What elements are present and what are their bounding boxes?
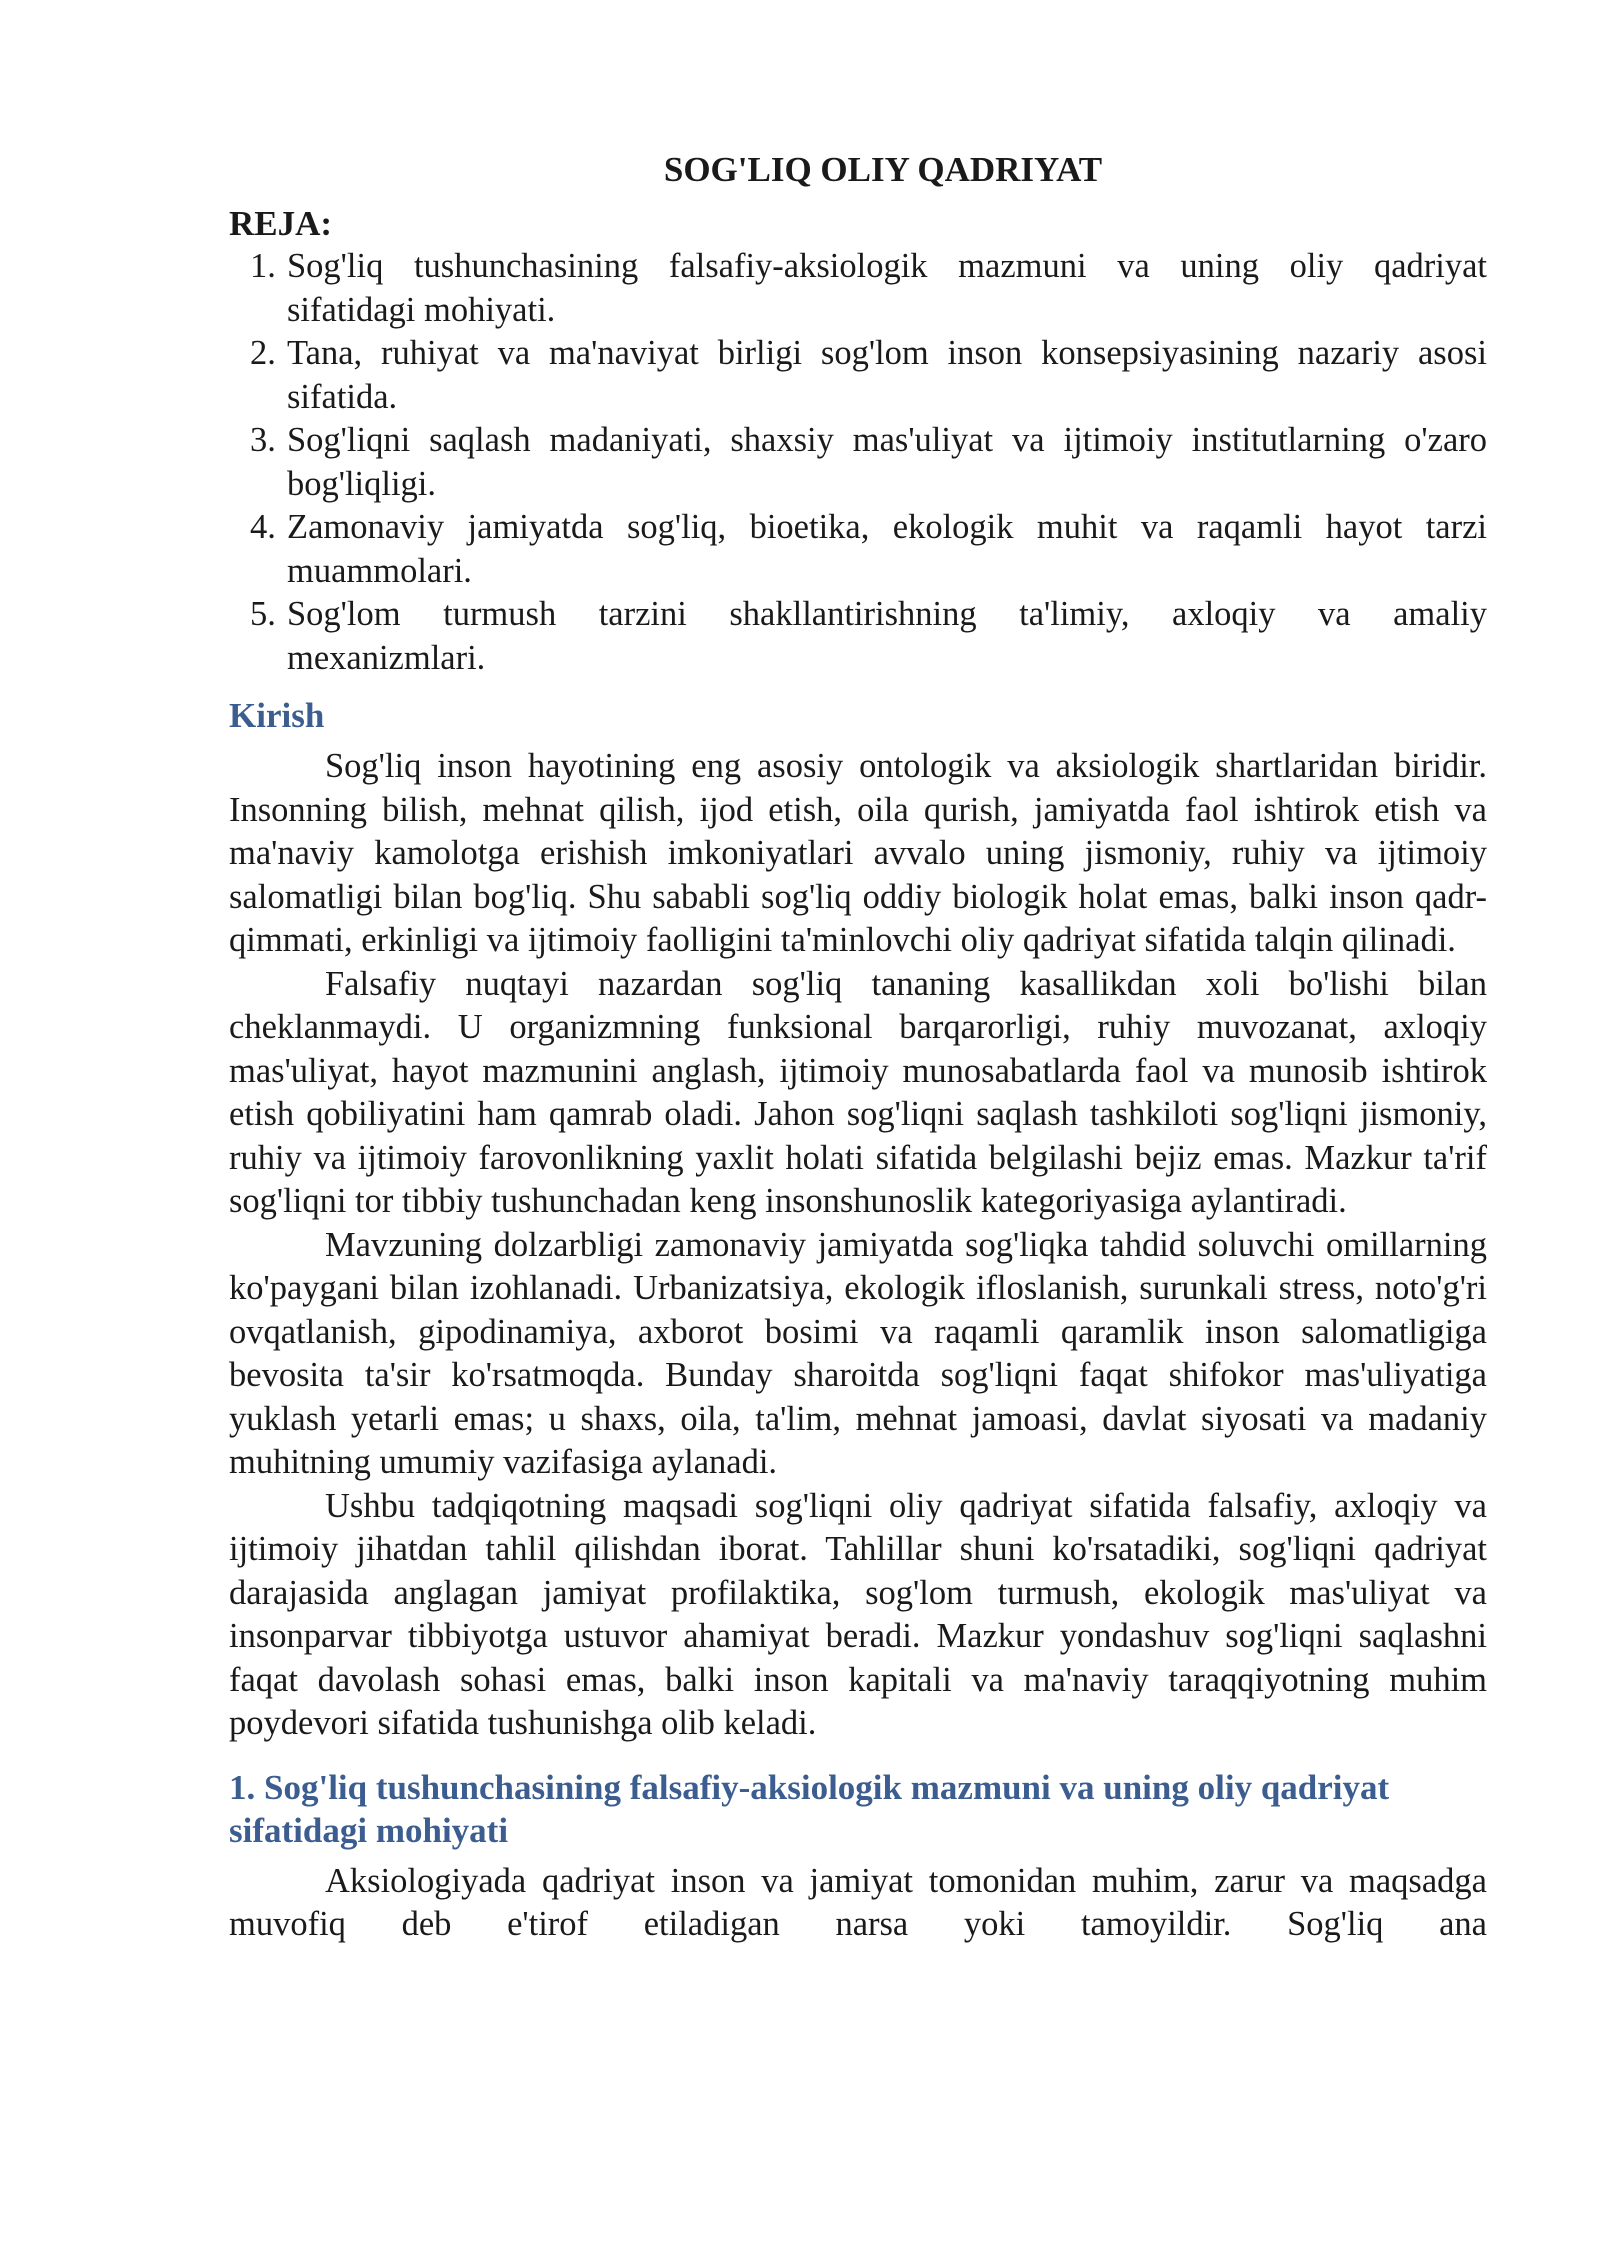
plan-item-4	[229, 506, 1487, 593]
plan-item-line	[250, 332, 1487, 376]
intro-heading: Kirish	[229, 696, 325, 735]
plan-item-line	[250, 506, 1487, 550]
intro-paragraph-3: Mavzuning dolzarbligi zamonaviy jamiyatda sog'liqka tahdid soluvchi omillarning ko'paygani bilan izohlanadi. Urbanizatsiya, ekologik ifloslanish, surunkali stress, noto'g'ri ovqatlanish, gipodinamiya, axborot bosimi va raqamli qaramlik inson salomatligiga bevosita ta'sir ko'rsatmoqda. Bunday sharoitda sog'liqni faqat shifokor mas'uliyatiga yuklash yetarli emas; u shaxs, oila, ta'lim, mehnat jamoasi, davlat siyosati va madaniy muhitning umumiy vazifasiga aylanadi.	[229, 1225, 1487, 1481]
plan-item-continuation: mexanizmlari.	[287, 638, 486, 677]
plan-item-continuation: sifatida.	[287, 377, 398, 416]
plan-item-3	[229, 419, 1487, 506]
section-1-paragraph: Aksiologiyada qadriyat inson va jamiyat tomonidan muhim, zarur va maqsadga muvofiq deb e'tirof etiladigan narsa yoki tamoyildir. Sog'liq ana	[229, 1861, 1487, 1943]
plan-item-text: Zamonaviy jamiyatda sog'liq, bioetika, ekologik muhit va raqamli hayot tarzi	[287, 508, 1487, 546]
intro-paragraph-4: Ushbu tadqiqotning maqsadi sog'liqni oliy qadriyat sifatida falsafiy, axloqiy va ijtimoiy jihatdan tahlil qilishdan iborat. Tahlillar shuni ko'rsatadiki, sog'liqni qadriyat darajasida anglagan jamiyat profilaktika, sog'lom turmush, ekologik mas'uliyat va insonparvar tibbiyotga ustuvor ahamiyat beradi. Mazkur yondashuv sog'liqni saqlashni faqat davolash sohasi emas, balki inson kapitali va ma'naviy taraqqiyotning muhim poydevori sifatida tushunishga olib keladi.	[229, 1486, 1487, 1742]
plan-item-line	[250, 245, 1487, 289]
plan-item-number: 1.	[250, 247, 276, 285]
document-page	[229, 148, 1487, 1947]
plan-item-number: 3.	[250, 421, 276, 459]
plan-item-1	[229, 245, 1487, 332]
intro-paragraph-2: Falsafiy nuqtayi nazardan sog'liq tananing kasallikdan xoli bo'lishi bilan cheklanmaydi. U organizmning funksional barqarorligi, ruhiy muvozanat, axloqiy mas'uliyat, hayot mazmunini anglash, ijtimoiy munosabatlarda faol va munosib ishtirok etish qobiliyatini ham qamrab oladi. Jahon sog'liqni saqlash tashkiloti sog'liqni jismoniy, ruhiy va ijtimoiy farovonlikning yaxlit holati sifatida belgilashi bejiz emas. Mazkur ta'rif sog'liqni tor tibbiy tushunchadan keng insonshunoslik kategoriyasiga aylantiradi.	[229, 964, 1487, 1220]
plan-item-number: 5.	[250, 595, 276, 633]
document-title: SOG'LIQ OLIY QADRIYAT	[663, 150, 1103, 189]
plan-item-number: 4.	[250, 508, 276, 546]
plan-item-text: Sog'lom turmush tarzini shakllantirishning ta'limiy, axloqiy va amaliy	[287, 595, 1487, 633]
plan-item-continuation: sifatidagi mohiyati.	[287, 290, 556, 329]
plan-item-text: Sog'liqni saqlash madaniyati, shaxsiy mas'uliyat va ijtimoiy institutlarning o'zaro	[287, 421, 1487, 459]
plan-item-text: Sog'liq tushunchasining falsafiy-aksiologik mazmuni va uning oliy qadriyat	[287, 247, 1487, 285]
plan-item-continuation: bog'liqligi.	[287, 464, 437, 503]
plan-item-5	[229, 593, 1487, 680]
plan-item-line	[250, 593, 1487, 637]
plan-item-2	[229, 332, 1487, 419]
plan-item-number: 2.	[250, 334, 276, 372]
plan-list	[229, 245, 1487, 680]
section-1-heading: 1. Sog'liq tushunchasining falsafiy-aksiologik mazmuni va uning oliy qadriyat sifatidagi mohiyati	[229, 1767, 1390, 1850]
plan-heading: REJA:	[229, 204, 333, 243]
plan-item-continuation: muammolari.	[287, 551, 472, 590]
intro-paragraph-1: Sog'liq inson hayotining eng asosiy ontologik va aksiologik shartlaridan biridir. Insonning bilish, mehnat qilish, ijod etish, oila qurish, jamiyatda faol ishtirok etish va ma'naviy kamolotga erishish imkoniyatlari avvalo uning jismoniy, ruhiy va ijtimoiy salomatligi bilan bog'liq. Shu sababli sog'liq oddiy biologik holat emas, balki inson qadr-qimmati, erkinligi va ijtimoiy faolligini ta'minlovchi oliy qadriyat sifatida talqin qilinadi.	[229, 747, 1487, 959]
plan-item-text: Tana, ruhiyat va ma'naviyat birligi sog'lom inson konsepsiyasining nazariy asosi	[287, 334, 1487, 372]
plan-item-line	[250, 419, 1487, 463]
